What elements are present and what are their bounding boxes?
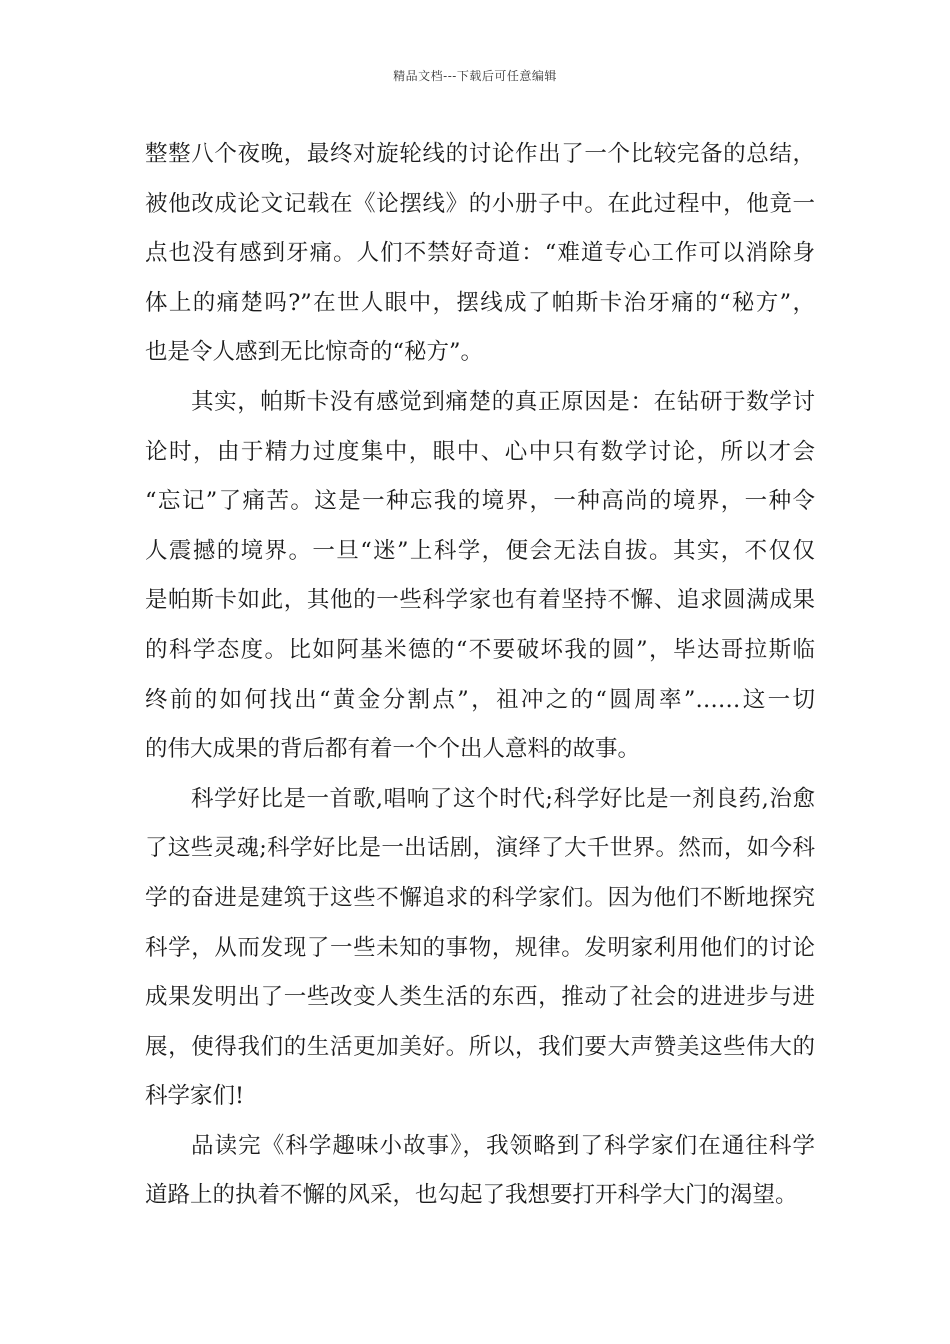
- text-line: “忘记”了痛苦。这是一种忘我的境界，一种高尚的境界，一种令: [145, 488, 815, 515]
- text-line: 学的奋进是建筑于这些不懈追求的科学家们。因为他们不断地探究: [145, 884, 815, 911]
- page-header: 精品文档---下载后可任意编辑: [393, 69, 557, 83]
- text-line: 人震撼的境界。一旦“迷”上科学，便会无法自拔。其实，不仅仅: [145, 537, 815, 564]
- text-line: 论时，由于精力过度集中，眼中、心中只有数学讨论，所以才会: [145, 438, 815, 465]
- text-line: 体上的痛楚吗?”在世人眼中，摆线成了帕斯卡治牙痛的“秘方”，: [145, 289, 815, 316]
- text-line: 科学家们!: [145, 1083, 245, 1110]
- text-line: 的伟大成果的背后都有着一个个出人意料的故事。: [145, 736, 641, 763]
- text-line: 的科学态度。比如阿基米德的“不要破坏我的圆”，毕达哥拉斯临: [145, 636, 815, 663]
- text-line: 了这些灵魂;科学好比是一出话剧，演绎了大千世界。然而，如今科: [145, 835, 815, 862]
- text-line: 也是令人感到无比惊奇的“秘方”。: [145, 339, 484, 366]
- text-line: 品读完《科学趣味小故事》，我领略到了科学家们在通往科学: [191, 1132, 815, 1159]
- document-body: [145, 130, 815, 1221]
- text-line: 其实，帕斯卡没有感觉到痛楚的真正原因是：在钻研于数学讨: [191, 388, 815, 415]
- text-line: 点也没有感到牙痛。人们不禁好奇道：“难道专心工作可以消除身: [145, 240, 815, 267]
- text-line: 道路上的执着不懈的风采，也勾起了我想要打开科学大门的渴望。: [145, 1182, 798, 1209]
- paragraph-4: [145, 1122, 815, 1221]
- text-line: 被他改成论文记载在《论摆线》的小册子中。在此过程中，他竟一: [145, 190, 815, 217]
- paragraph-1: [145, 130, 815, 378]
- paragraph-3: [145, 775, 815, 1122]
- text-line: 科学好比是一首歌,唱响了这个时代;科学好比是一剂良药,治愈: [191, 785, 815, 812]
- text-line: 科学，从而发现了一些未知的事物，规律。发明家利用他们的讨论: [145, 934, 815, 961]
- text-line: 终前的如何找出“黄金分割点”，祖冲之的“圆周率”……这一切: [145, 686, 815, 713]
- text-line: 是帕斯卡如此，其他的一些科学家也有着坚持不懈、追求圆满成果: [145, 587, 815, 614]
- text-line: 展，使得我们的生活更加美好。所以，我们要大声赞美这些伟大的: [145, 1033, 815, 1060]
- text-line: 整整八个夜晚，最终对旋轮线的讨论作出了一个比较完备的总结，: [145, 141, 815, 167]
- paragraph-2: [145, 378, 815, 775]
- text-line: 成果发明出了一些改变人类生活的东西，推动了社会的进进步与进: [145, 984, 815, 1011]
